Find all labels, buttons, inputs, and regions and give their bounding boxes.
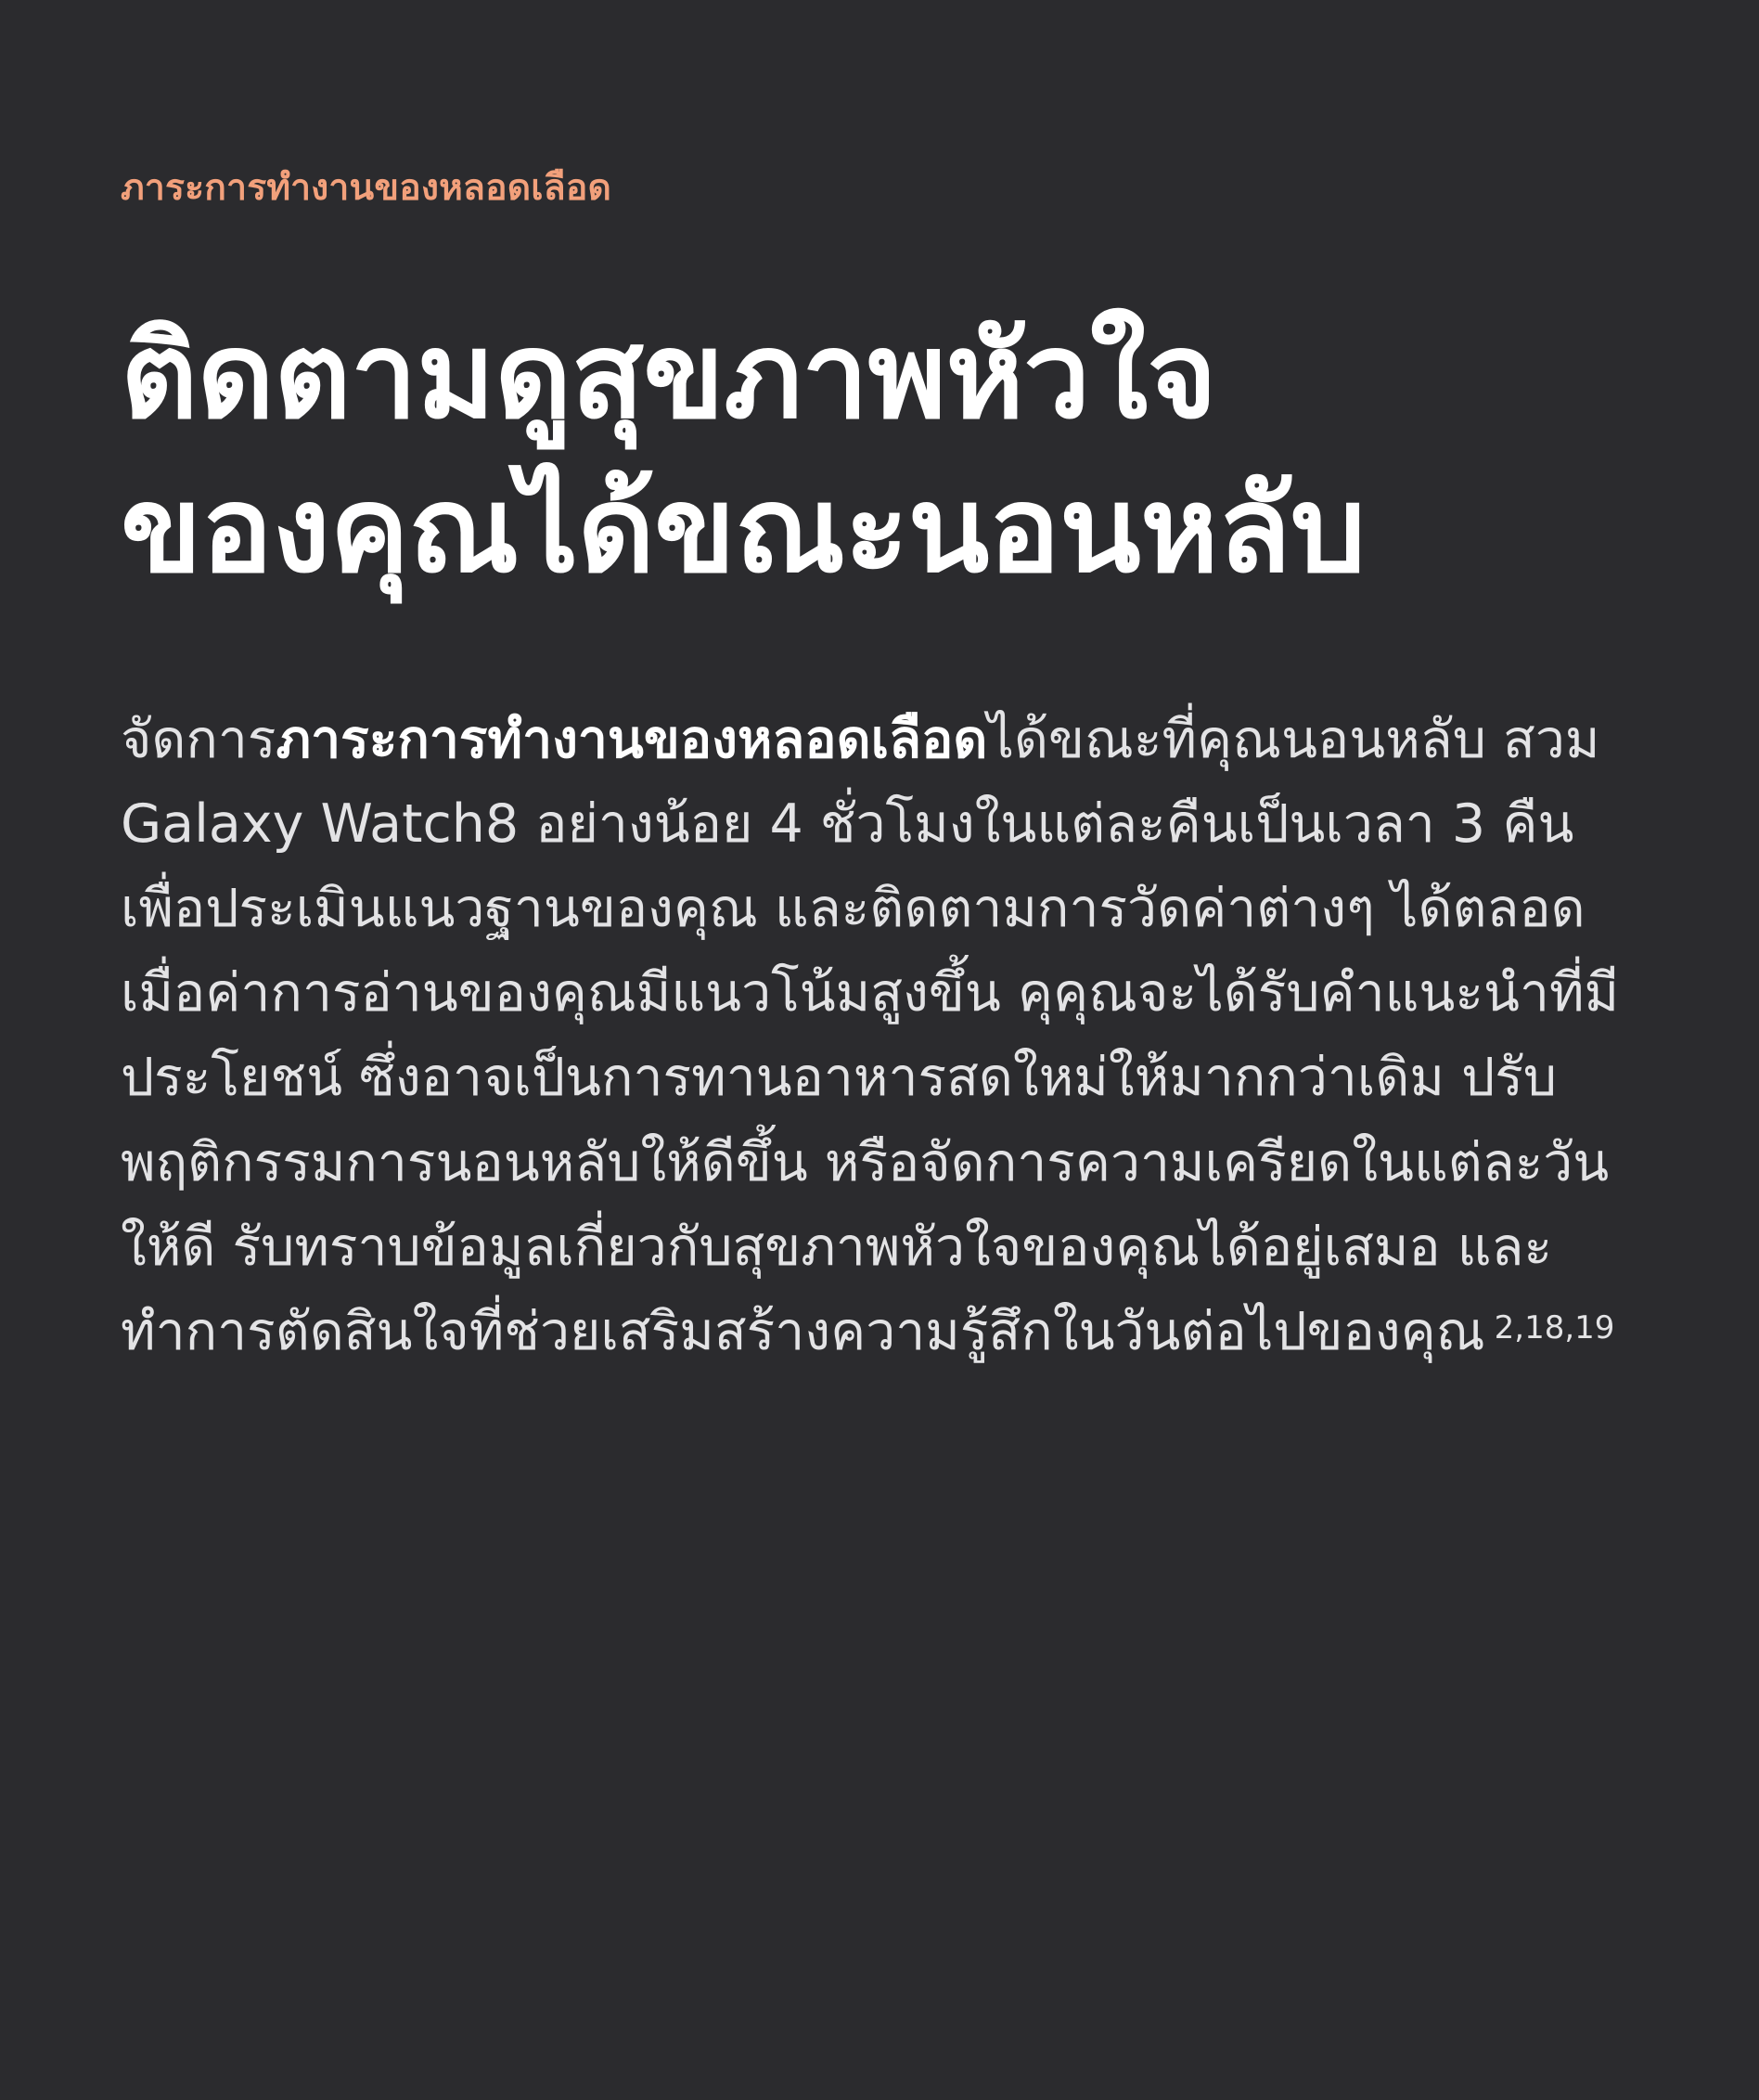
- body-paragraph: [121, 698, 1638, 1375]
- body-text-part-1: จัดการ: [121, 708, 276, 770]
- page-title: [121, 300, 1638, 609]
- body-text-part-2: ได้ขณะที่คุณนอนหลับ สวม Galaxy Watch8 อย่างน้อย 4 ชั่วโมงในแต่ละคืนเป็นเวลา 3 คืน เพื่อประเมินแนวฐานของคุณ และติดตามการวัดค่าต่างๆ ได้ตลอด เมื่อค่าการอ่านของคุณมีแนวโน้มสูงขึ้น คุคุณจะได้รับคำแนะนำที่มีประโยชน์ ซึ่งอาจเป็นการทานอาหารสดใหม่ให้มากกว่าเดิม ปรับพฤติกรรมการนอนหลับให้ดีขึ้น หรือจัดการความเครียดในแต่ละวันให้ดี รับทราบข้อมูลเกี่ยวกับสุขภาพหัวใจของคุณได้อยู่เสมอ และทำการตัดสินใจที่ช่วยเสริมสร้างความรู้สึกในวันต่อไปของคุณ: [121, 708, 1620, 1362]
- section-eyebrow: ภาระการทำงานของหลอดเลือด: [121, 167, 612, 209]
- reference-markers: 2,18,19: [1494, 1308, 1615, 1346]
- body-text-emphasis: ภาระการทำงานของหลอดเลือด: [276, 708, 988, 770]
- page-title-line-2: ของคุณได้ขณะนอนหลับ: [121, 461, 1366, 600]
- page-title-line-1: ติดตามดูสุขภาพหัวใจ: [121, 306, 1217, 445]
